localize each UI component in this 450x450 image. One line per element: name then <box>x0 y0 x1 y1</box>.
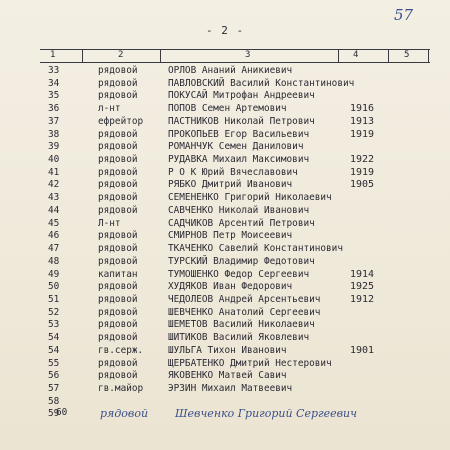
row-number: 33 <box>48 65 60 76</box>
column-separator <box>388 49 389 63</box>
row-rank: рядовой <box>98 357 138 369</box>
table-row <box>0 269 450 282</box>
table-row <box>0 141 450 154</box>
row-name: ЭРЗИН Михаил Матвеевич <box>168 382 293 394</box>
row-name: ШЕМЕТОВ Василий Николаевич <box>168 319 315 331</box>
table-row <box>0 281 450 294</box>
table-row <box>0 129 450 142</box>
table-row <box>0 116 450 129</box>
row-name: ПАСТНИКОВ Николай Петрович <box>168 115 315 127</box>
row-number: 47 <box>48 243 60 255</box>
row-number: 54 <box>48 344 60 356</box>
row-year: 1919 <box>350 166 375 178</box>
row-rank: рядовой <box>98 154 138 166</box>
row-rank: рядовой <box>98 77 138 89</box>
row-number: 52 <box>48 306 60 318</box>
row-rank: гв.майор <box>98 382 144 394</box>
table-row <box>0 294 450 307</box>
table-row <box>0 243 450 256</box>
column-separator <box>428 49 429 63</box>
row-number: 49 <box>48 268 60 280</box>
column-separator <box>160 49 161 63</box>
row-number: 36 <box>48 103 60 115</box>
row-name: ШУЛЬГА Тихон Иванович <box>168 344 287 356</box>
row-number: 42 <box>48 179 60 191</box>
row-number: 44 <box>48 204 60 216</box>
row-number: 34 <box>48 77 60 89</box>
table-row <box>0 78 450 91</box>
row-number: 45 <box>48 217 60 229</box>
row-name: СМИРНОВ Петр Моисеевич <box>168 230 293 242</box>
row-number: 56 <box>48 370 60 382</box>
row-rank: рядовой <box>98 255 138 267</box>
column-header-3: 3 <box>245 50 251 60</box>
row-number: 53 <box>48 319 60 331</box>
table-row <box>0 179 450 192</box>
table-row <box>0 205 450 218</box>
row-rank: рядовой <box>98 281 138 293</box>
row-name: ТУРСКИЙ Владимир Федотович <box>168 255 315 267</box>
header-rule-bottom <box>40 62 430 63</box>
row-number: 48 <box>48 255 60 267</box>
row-number: 41 <box>48 166 60 178</box>
table-row <box>0 256 450 269</box>
row-year: 1901 <box>350 344 375 356</box>
table-row <box>0 358 450 371</box>
table-row <box>0 345 450 358</box>
row-rank: рядовой <box>98 230 138 242</box>
table-row <box>0 230 450 243</box>
row-name: ПОПОВ Семен Артемович <box>168 103 287 115</box>
row-number: 35 <box>48 90 60 102</box>
table-row <box>0 383 450 396</box>
row-number: 57 <box>48 382 60 394</box>
table-row <box>0 103 450 116</box>
row-year: 1905 <box>350 179 375 191</box>
archive-page-number: 57 <box>394 6 414 24</box>
row-year: 1914 <box>350 268 375 280</box>
row-name: Р О К Юрий Вячеславович <box>168 166 298 178</box>
row-number: 38 <box>48 128 60 140</box>
row-name: САВЧЕНКО Николай Иванович <box>168 204 310 216</box>
row-number: 55 <box>48 357 60 369</box>
row-number: 40 <box>48 154 60 166</box>
row-rank: л-нт <box>98 103 121 115</box>
table-row <box>0 319 450 332</box>
row-rank: рядовой <box>98 306 138 318</box>
row-year: 1925 <box>350 281 375 293</box>
row-name: ТУМОШЕНКО Федор Сергеевич <box>168 268 310 280</box>
row-name: ОРЛОВ Ананий Аникиевич <box>168 65 293 76</box>
table-row <box>0 307 450 320</box>
row-year: 1913 <box>350 115 375 127</box>
row-rank: Л-нт <box>98 217 121 229</box>
table-row <box>0 90 450 103</box>
table-row <box>0 218 450 231</box>
row-name: ШЕВЧЕНКО Анатолий Сергеевич <box>168 306 321 318</box>
row-name: РЯБКО Дмитрий Иванович <box>168 179 293 191</box>
row-number: 54 <box>48 332 60 344</box>
row-year: 1922 <box>350 154 375 166</box>
column-header-1: 1 <box>50 50 56 60</box>
row-rank: рядовой <box>98 319 138 331</box>
row-year: 1912 <box>350 293 375 305</box>
row-number: 51 <box>48 293 60 305</box>
row-rank: рядовой <box>98 204 138 216</box>
row-rank: рядовой <box>98 128 138 140</box>
row-rank: рядовой <box>98 370 138 382</box>
row-rank: рядовой <box>98 179 138 191</box>
row-rank: рядовой <box>98 166 138 178</box>
column-header-5: 5 <box>404 50 410 60</box>
table-row <box>0 332 450 345</box>
row-rank: рядовой <box>98 192 138 204</box>
row-number: 50 <box>48 281 60 293</box>
handwritten-entry <box>0 407 450 423</box>
row-name: СЕМЕНЕНКО Григорий Николаевич <box>168 192 332 204</box>
row-rank: рядовой <box>98 243 138 255</box>
row-year: 1916 <box>350 103 375 115</box>
row-rank: рядовой <box>98 141 138 153</box>
row-name: САДЧИКОВ Арсентий Петрович <box>168 217 315 229</box>
table-row <box>0 167 450 180</box>
row-rank: рядовой <box>98 332 138 344</box>
page-number: - 2 - <box>206 24 245 37</box>
column-header-2: 2 <box>118 50 124 60</box>
table-row <box>0 65 450 78</box>
row-name: ПАВЛОВСКИЙ Василий Константинович <box>168 77 355 89</box>
row-name: ЯКОВЕНКО Матвей Савич <box>168 370 287 382</box>
column-separator <box>82 49 83 63</box>
row-name: РУДАВКА Михаил Максимович <box>168 154 310 166</box>
column-separator <box>338 49 339 63</box>
header-rule-top <box>40 49 430 50</box>
handwritten-name: Шевченко Григорий Сергеевич <box>175 407 357 420</box>
row-name: ШИТИКОВ Василий Яковлевич <box>168 332 310 344</box>
row-name: ХУДЯКОВ Иван Федорович <box>168 281 293 293</box>
row-name: ЧЕДОЛЕОВ Андрей Арсентьевич <box>168 293 321 305</box>
row-number: 59 <box>48 408 60 420</box>
table-row <box>0 370 450 383</box>
row-number: 37 <box>48 115 60 127</box>
row-rank: рядовой <box>98 65 138 76</box>
row-number: 46 <box>48 230 60 242</box>
table-row <box>0 154 450 167</box>
column-header-4: 4 <box>353 50 359 60</box>
row-rank: ефрейтор <box>98 115 144 127</box>
row-number: 39 <box>48 141 60 153</box>
row-name: ПОКУСАЙ Митрофан Андреевич <box>168 90 315 102</box>
row-name: РОМАНЧУК Семен Данилович <box>168 141 304 153</box>
handwritten-rank: рядовой <box>100 407 149 420</box>
row-rank: рядовой <box>98 293 138 305</box>
row-number: 58 <box>48 395 60 407</box>
row-name: ЩЕРБАТЕНКО Дмитрий Нестерович <box>168 357 332 369</box>
table-row <box>0 192 450 205</box>
row-number: 43 <box>48 192 60 204</box>
row-number: 60 <box>56 407 68 418</box>
row-name: ТКАЧЕНКО Савелий Константинович <box>168 243 343 255</box>
row-rank: рядовой <box>98 90 138 102</box>
row-rank: гв.серж. <box>98 344 144 356</box>
personnel-list <box>0 65 450 421</box>
row-rank: капитан <box>98 268 138 280</box>
row-name: ПРОКОПЬЕВ Егор Васильевич <box>168 128 310 140</box>
row-year: 1919 <box>350 128 375 140</box>
